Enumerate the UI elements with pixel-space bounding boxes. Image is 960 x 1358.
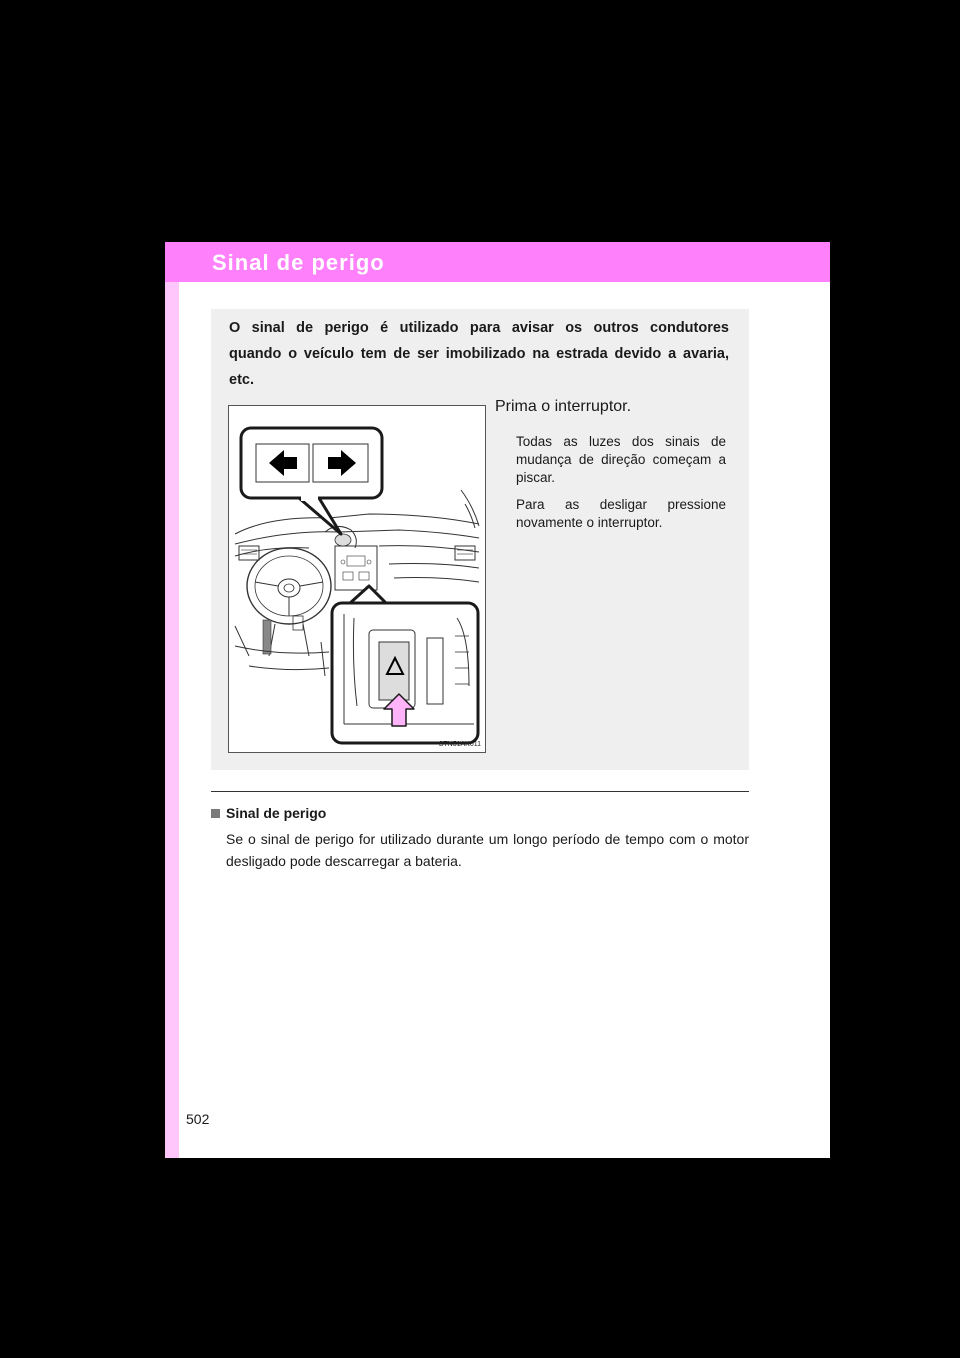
section-sidebar-stripe (165, 242, 179, 1158)
section-divider (211, 791, 749, 792)
dashboard-drawing (229, 406, 485, 752)
page-title: Sinal de perigo (212, 250, 385, 275)
figure-code: STN51AK011 (438, 741, 481, 748)
bullet-square-icon (211, 809, 220, 818)
instruction-panel (211, 309, 749, 770)
title-bar (165, 242, 830, 282)
intro-paragraph: O sinal de perigo é utilizado para avisar os outros condutores quando o veículo tem de ser imobilizado na estrada devido a avaria, etc. (229, 320, 729, 388)
step-heading: Prima o interruptor. (495, 398, 632, 415)
step-text-turn-off: Para as desligar pressione novamente o interruptor. (516, 497, 726, 530)
page-number: 502 (186, 1111, 210, 1127)
note-heading (211, 805, 326, 821)
step-text-flashing: Todas as luzes dos sinais de mudança de direção começam a piscar. (516, 434, 726, 485)
manual-page (165, 242, 830, 1158)
note-heading-text: Sinal de perigo (226, 805, 327, 821)
dashboard-illustration (228, 405, 486, 753)
note-text: Se o sinal de perigo for utilizado durante um longo período de tempo com o motor desligado pode descarregar a bateria. (226, 831, 749, 869)
